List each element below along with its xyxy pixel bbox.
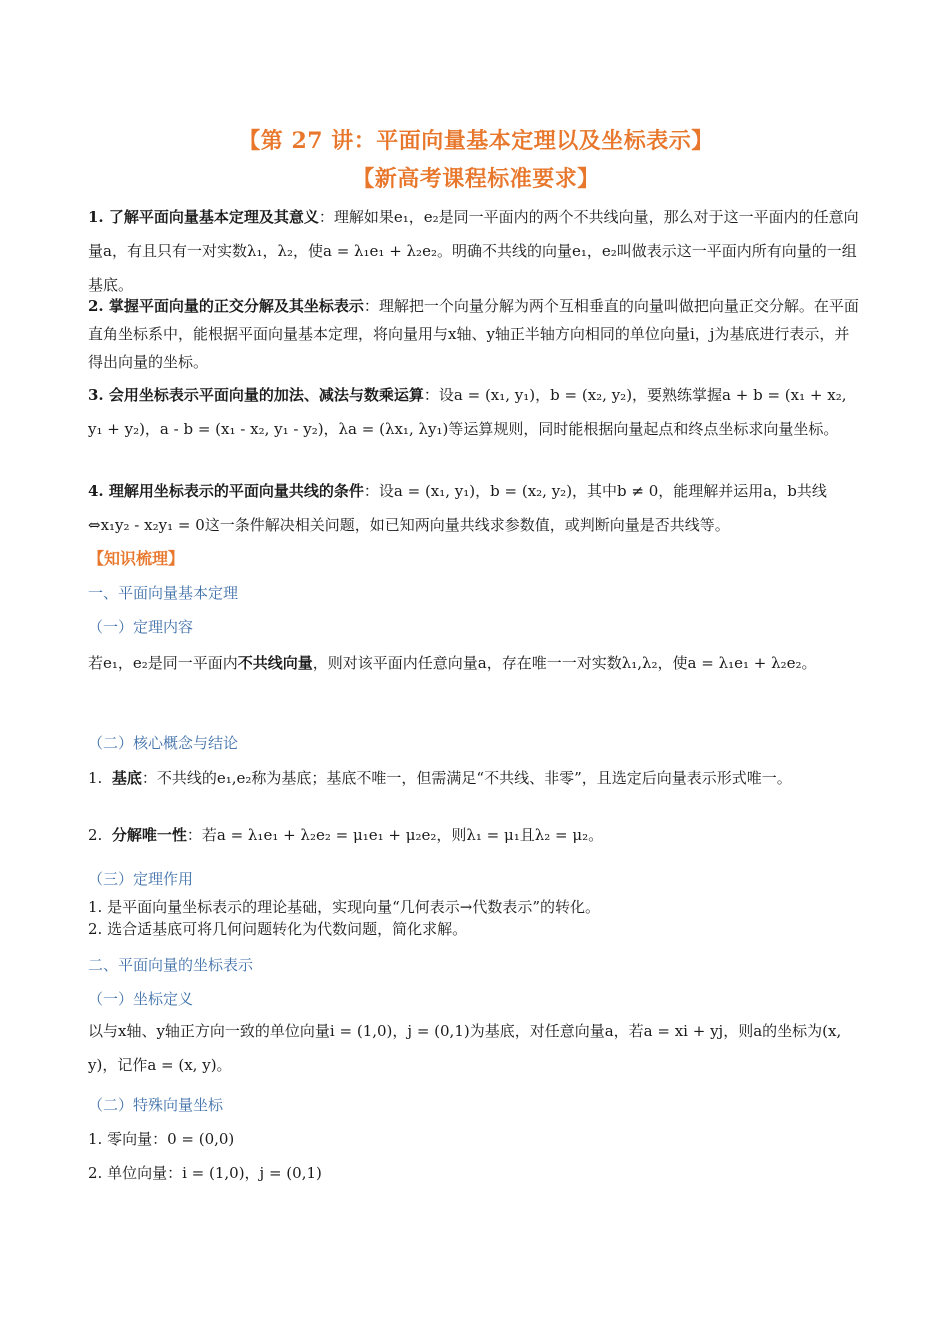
core-item-1-text: ：不共线的e₁,e₂称为基底；基底不唯一，但需满足“不共线、非零”，且选定后向量表示形式唯一。 <box>141 769 792 787</box>
theorem-text-a: 若e₁，e₂是同一平面内 <box>88 654 238 672</box>
requirement-4-body: ：设a = (x₁, y₁)，b = (x₂, y₂)，其中b ≠ 0，能理解并运用a，b共线⇔x₁y₂ - x₂y₁ = 0这一条件解决相关问题，如已知两向量共线求参数值，或判断向量是否共线等。 <box>88 482 827 534</box>
requirement-2-body: ：理解把一个向量分解为两个互相垂直的向量叫做把向量正交分解。在平面直角坐标系中，能根据平面向量基本定理，将向量用与x轴、y轴正半轴方向相同的单位向量i，j为基底进行表示，并得出向量的坐标。 <box>88 297 859 371</box>
requirement-2-head: 2. 掌握平面向量的正交分解及其坐标表示 <box>88 297 364 315</box>
knowledge-heading: 【知识梳理】 <box>88 549 185 568</box>
part1-sub1-heading: （一）定理内容 <box>88 618 194 636</box>
core-item-2-head: 分解唯一性 <box>111 826 187 844</box>
theorem-text-bold: 不共线向量 <box>237 654 313 672</box>
requirement-1-head: 1. 了解平面向量基本定理及其意义 <box>88 208 319 226</box>
core-item-1-num: 1. <box>88 769 103 787</box>
part2-heading: 二、平面向量的坐标表示 <box>88 956 254 974</box>
requirement-3 <box>88 378 864 446</box>
special-item-1: 1. 零向量：0 = (0,0) <box>88 1130 235 1148</box>
requirement-2 <box>88 292 864 376</box>
core-item-2-text: ：若a = λ₁e₁ + λ₂e₂ = μ₁e₁ + μ₂e₂，则λ₁ = μ₁且λ₂ = μ₂。 <box>186 826 604 844</box>
requirement-1 <box>88 200 864 302</box>
part2-sub2-heading: （二）特殊向量坐标 <box>88 1096 224 1114</box>
requirement-4 <box>88 474 864 542</box>
theorem-text-c: ，则对该平面内任意向量a，存在唯一一对实数λ₁,λ₂，使a = λ₁e₁ + λ₂e₂。 <box>312 654 817 672</box>
role-item-1: 1. 是平面向量坐标表示的理论基础，实现向量“几何表示→代数表示”的转化。 <box>88 898 600 916</box>
requirement-3-body: ：设a = (x₁, y₁)，b = (x₂, y₂)，要熟练掌握a + b = (x₁ + x₂, y₁ + y₂)，a - b = (x₁ - x₂, y₁ - y₂)，λa = (λx₁, λy₁)等运算规则，同时能根据向量起点和终点坐标求向量坐标。 <box>88 386 847 438</box>
page-title: 【第 27 讲：平面向量基本定理以及坐标表示】 <box>238 128 714 154</box>
core-item-1-head: 基底 <box>111 769 142 787</box>
core-item-2 <box>88 818 864 852</box>
requirement-3-head: 3. 会用坐标表示平面向量的加法、减法与数乘运算 <box>88 386 424 404</box>
coordinate-definition: 以与x轴、y轴正方向一致的单位向量i = (1,0)，j = (0,1)为基底，对任意向量a，若a = xi + yj，则a的坐标为(x, y)，记作a = (x, y)。 <box>88 1022 842 1074</box>
page-subtitle: 【新高考课程标准要求】 <box>352 166 600 192</box>
special-item-2: 2. 单位向量：i = (1,0)，j = (0,1) <box>88 1164 322 1182</box>
core-item-1 <box>88 764 864 792</box>
core-item-2-num: 2. <box>88 826 103 844</box>
part2-sub1-heading: （一）坐标定义 <box>88 990 194 1008</box>
part1-heading: 一、平面向量基本定理 <box>88 584 239 602</box>
role-item-2: 2. 选合适基底可将几何问题转化为代数问题，简化求解。 <box>88 920 468 938</box>
part1-sub3-heading: （三）定理作用 <box>88 870 194 888</box>
requirement-4-head: 4. 理解用坐标表示的平面向量共线的条件 <box>88 482 364 500</box>
theorem-content <box>88 646 864 680</box>
requirement-1-body: ：理解如果e₁，e₂是同一平面内的两个不共线向量，那么对于这一平面内的任意向量a，有且只有一对实数λ₁，λ₂，使a = λ₁e₁ + λ₂e₂。明确不共线的向量e₁，e₂叫做表示这一平面内所有向量的一组基底。 <box>88 208 859 294</box>
part1-sub2-heading: （二）核心概念与结论 <box>88 734 239 752</box>
